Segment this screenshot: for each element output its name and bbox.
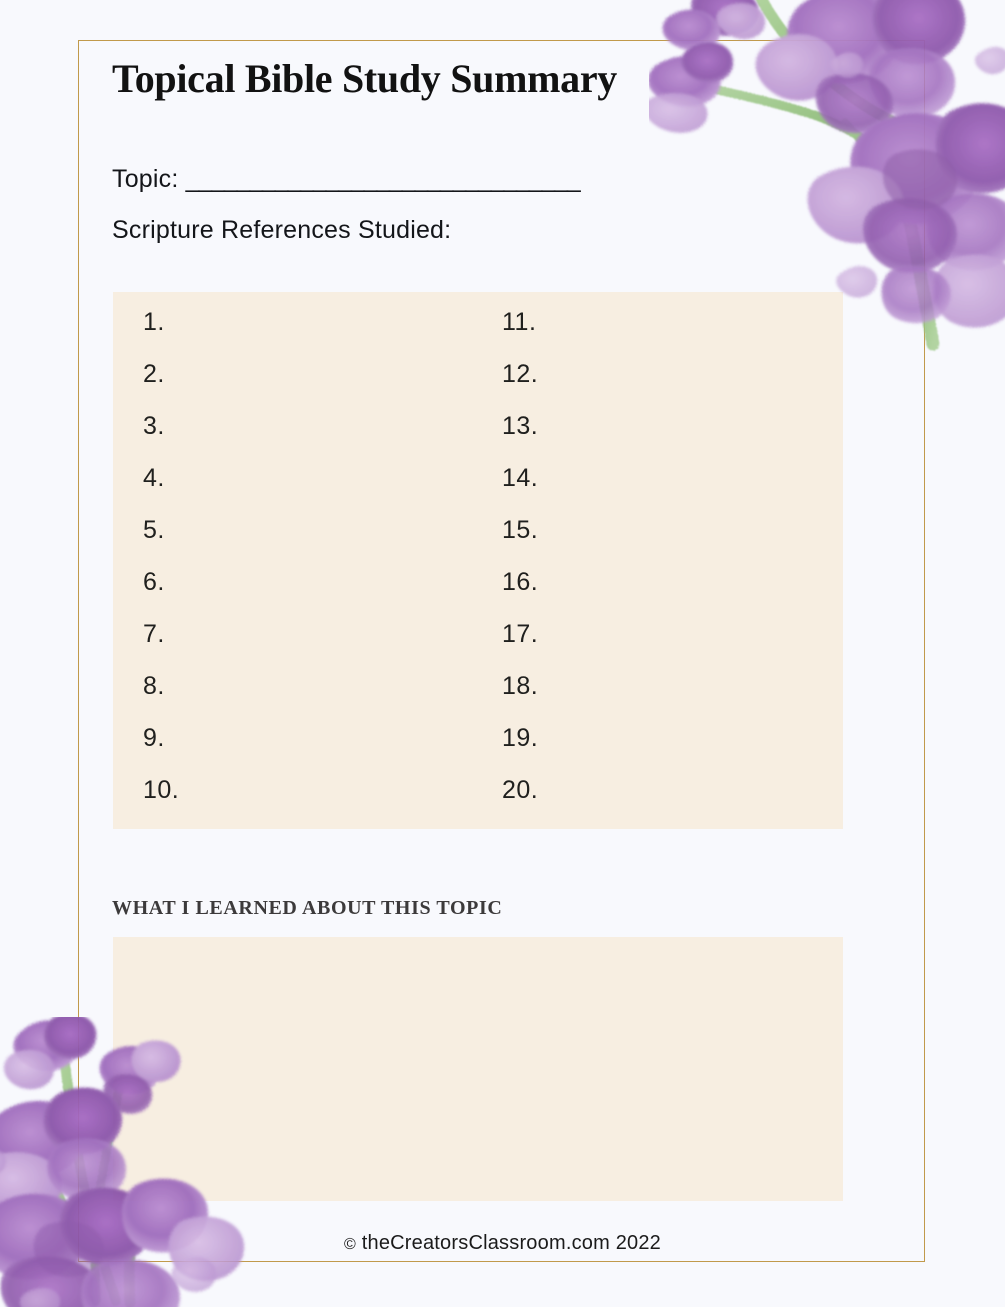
- list-item[interactable]: 5.: [143, 516, 165, 544]
- list-item[interactable]: 12.: [502, 360, 539, 388]
- list-item[interactable]: 15.: [502, 516, 539, 544]
- list-item[interactable]: 7.: [143, 620, 165, 648]
- learned-notes-area[interactable]: [113, 937, 843, 1201]
- scripture-references-panel: [113, 292, 843, 829]
- list-item[interactable]: 1.: [143, 308, 165, 336]
- list-item[interactable]: 10.: [143, 776, 180, 804]
- footer-text: theCreatorsClassroom.com 2022: [361, 1232, 662, 1254]
- scripture-references-label: Scripture References Studied:: [112, 216, 452, 244]
- topic-label: Topic:: [112, 165, 179, 193]
- list-item[interactable]: 6.: [143, 568, 165, 596]
- references-column-1: [143, 292, 463, 829]
- list-item[interactable]: 19.: [502, 724, 539, 752]
- list-item[interactable]: 2.: [143, 360, 165, 388]
- learned-section-heading: WHAT I LEARNED ABOUT THIS TOPIC: [112, 897, 503, 919]
- page-title: Topical Bible Study Summary: [112, 56, 617, 101]
- topic-field-row: [112, 165, 580, 194]
- footer-credit: [0, 1232, 1005, 1255]
- list-item[interactable]: 14.: [502, 464, 539, 492]
- list-item[interactable]: 9.: [143, 724, 165, 752]
- list-item[interactable]: 20.: [502, 776, 539, 804]
- references-column-2: [502, 292, 822, 829]
- list-item[interactable]: 18.: [502, 672, 539, 700]
- list-item[interactable]: 16.: [502, 568, 539, 596]
- list-item[interactable]: 13.: [502, 412, 539, 440]
- list-item[interactable]: 4.: [143, 464, 165, 492]
- list-item[interactable]: 3.: [143, 412, 165, 440]
- list-item[interactable]: 8.: [143, 672, 165, 700]
- list-item[interactable]: 17.: [502, 620, 539, 648]
- topic-input-blank[interactable]: _______________________________: [185, 165, 580, 193]
- list-item[interactable]: 11.: [502, 308, 537, 336]
- copyright-icon: ©: [343, 1236, 356, 1253]
